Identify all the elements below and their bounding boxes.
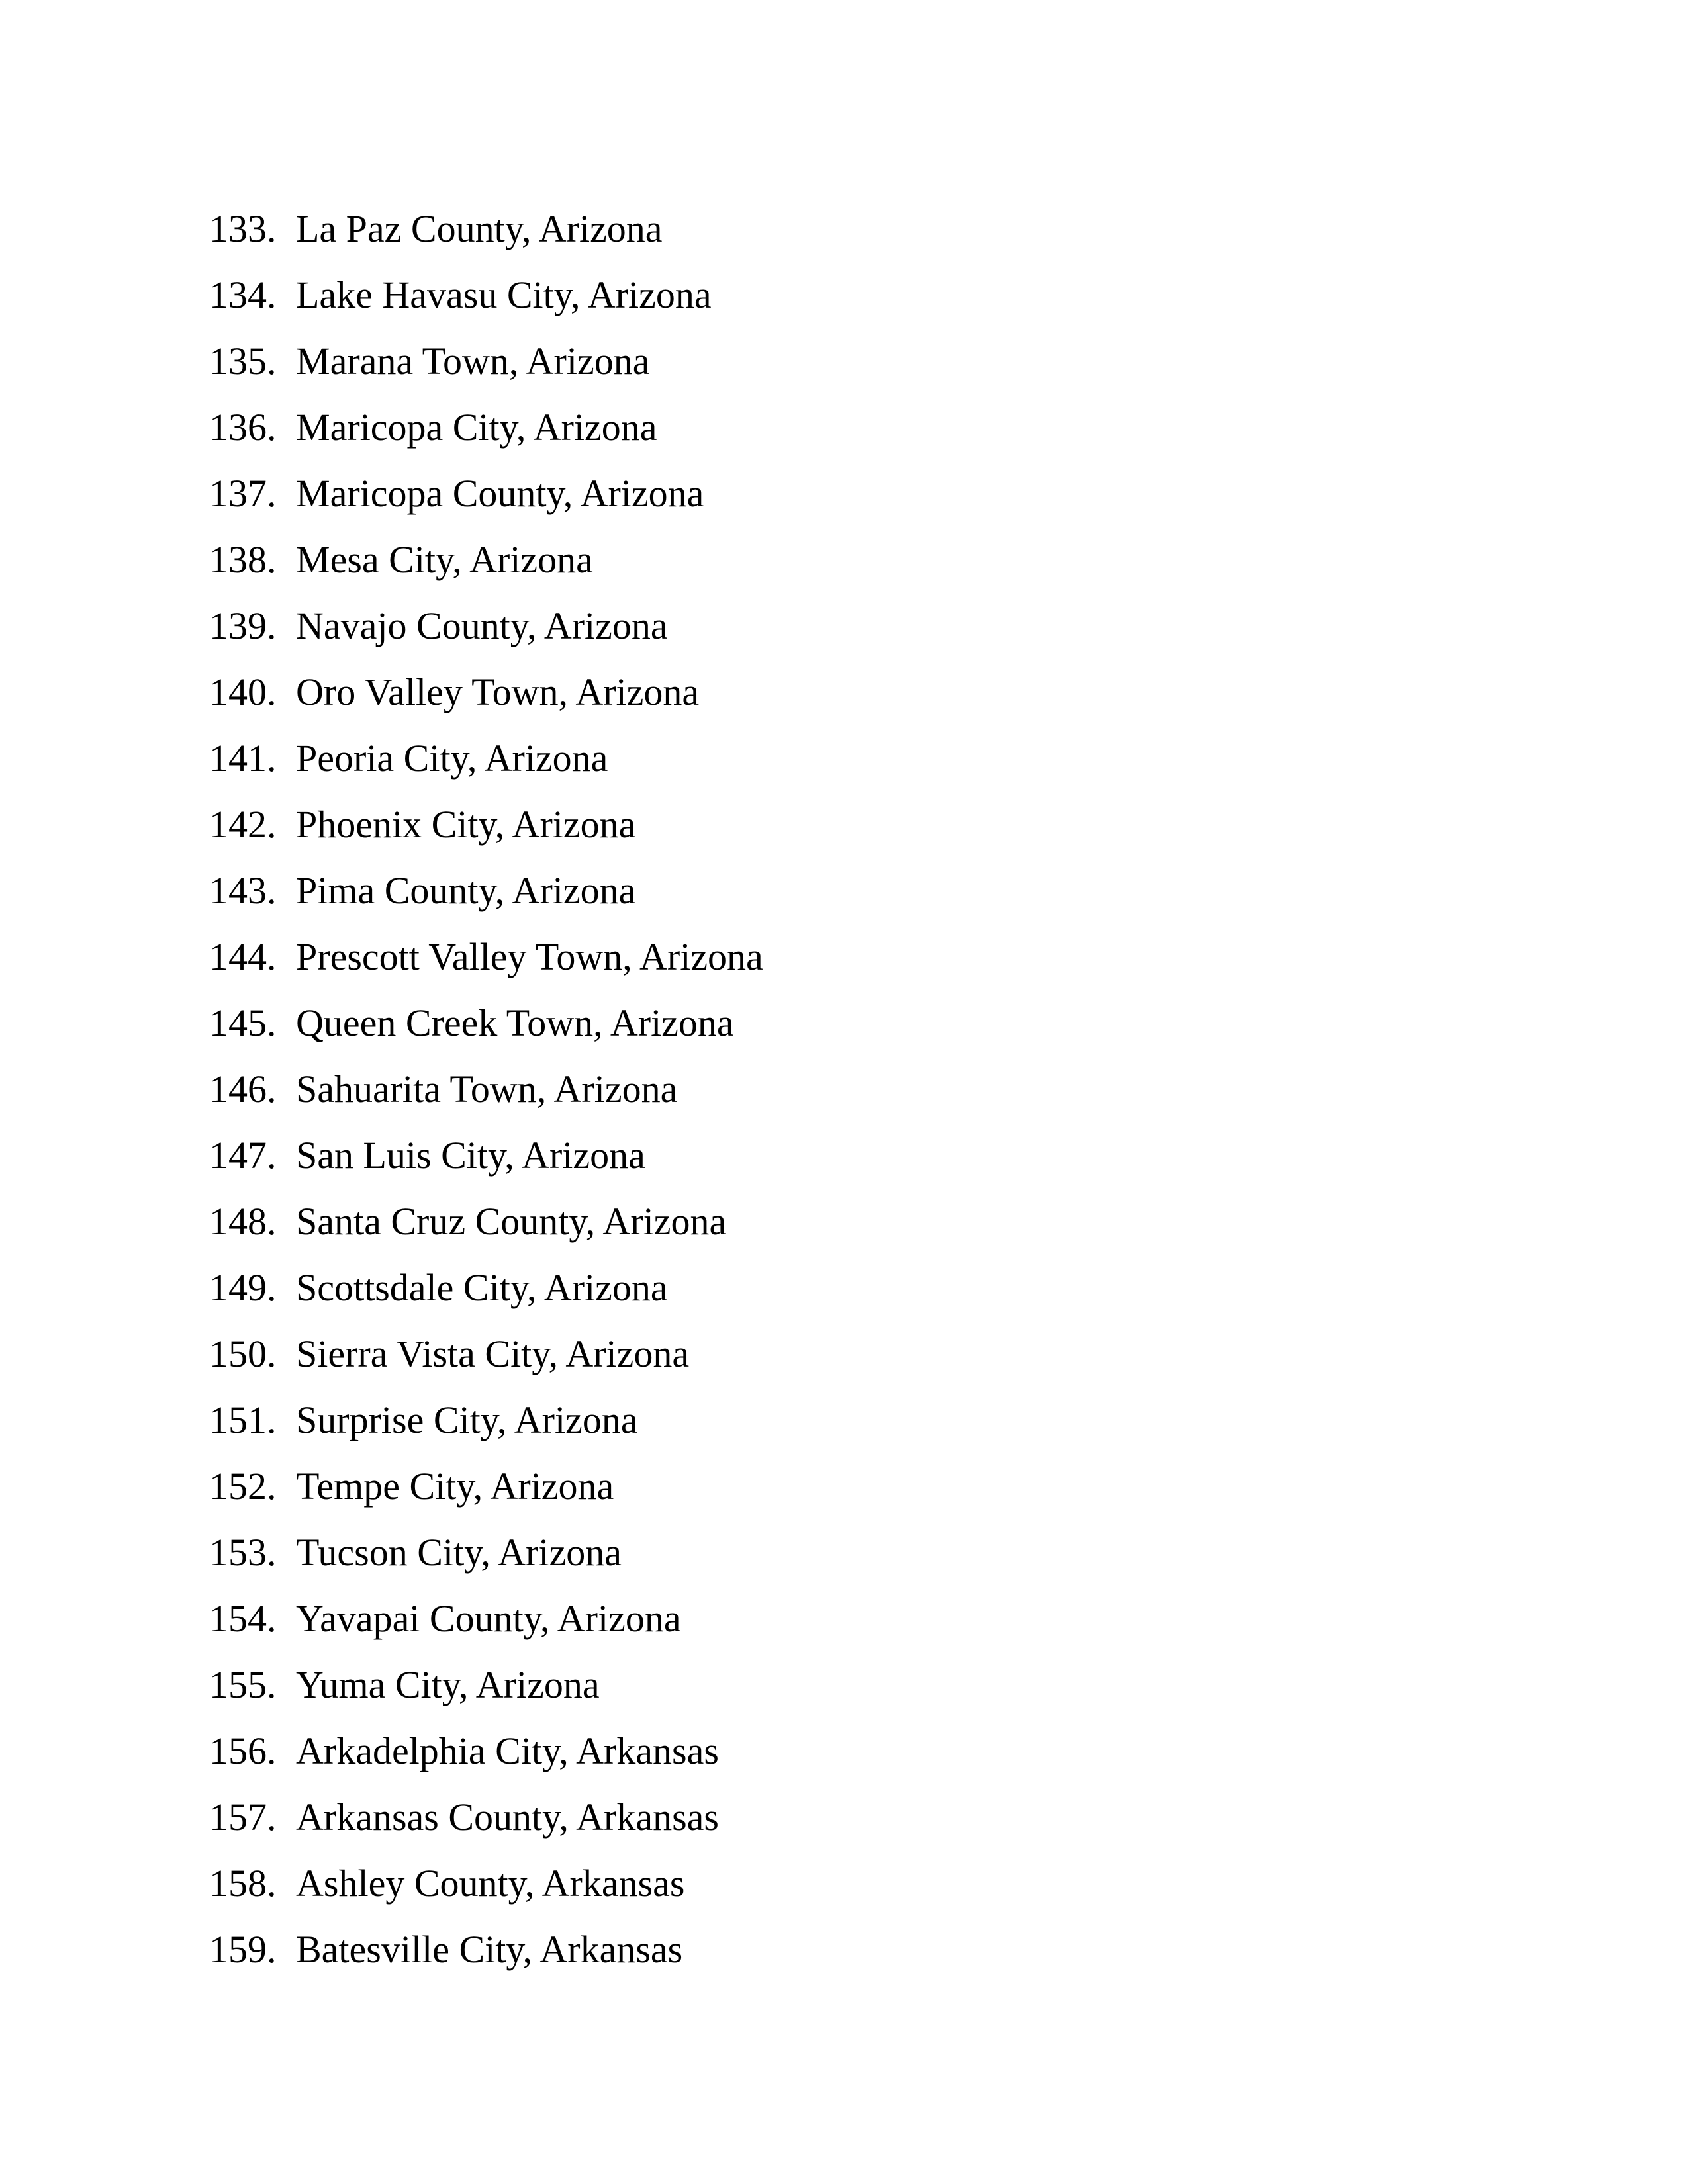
list-item-number: 149.	[209, 1265, 277, 1309]
list-item-number: 143.	[209, 868, 277, 912]
list-item-text: Lake Havasu City, Arizona	[296, 273, 712, 316]
list-item-text: Mesa City, Arizona	[296, 537, 593, 581]
list-item	[209, 725, 763, 791]
list-item	[209, 923, 763, 989]
list-item	[209, 857, 763, 923]
list-item	[209, 659, 763, 725]
list-item-text: Maricopa City, Arizona	[296, 405, 657, 449]
list-item-text: La Paz County, Arizona	[296, 206, 663, 250]
list-item-text: Marana Town, Arizona	[296, 339, 650, 383]
list-item-number: 147.	[209, 1133, 277, 1177]
list-item	[209, 1585, 763, 1651]
list-item-text: Santa Cruz County, Arizona	[296, 1199, 727, 1243]
list-item-number: 158.	[209, 1861, 277, 1905]
list-item-number: 151.	[209, 1398, 277, 1441]
list-item-text: Oro Valley Town, Arizona	[296, 670, 700, 713]
list-item-text: Navajo County, Arizona	[296, 604, 668, 647]
list-item-text: Surprise City, Arizona	[296, 1398, 638, 1441]
list-item-number: 139.	[209, 604, 277, 647]
list-item-number: 159.	[209, 1927, 277, 1971]
list-item-number: 155.	[209, 1662, 277, 1706]
list-item-text: Peoria City, Arizona	[296, 736, 608, 780]
list-item-number: 134.	[209, 273, 277, 316]
list-item-text: Sahuarita Town, Arizona	[296, 1067, 678, 1111]
list-item-text: Yavapai County, Arizona	[296, 1596, 681, 1640]
list-item-text: Prescott Valley Town, Arizona	[296, 934, 763, 978]
list-item	[209, 394, 763, 460]
list-item-text: Batesville City, Arkansas	[296, 1927, 683, 1971]
list-item	[209, 460, 763, 526]
list-item-number: 144.	[209, 934, 277, 978]
list-item	[209, 1453, 763, 1519]
list-item-number: 137.	[209, 471, 277, 515]
list-item-text: Sierra Vista City, Arizona	[296, 1332, 690, 1375]
list-item-number: 140.	[209, 670, 277, 713]
list-item	[209, 195, 763, 261]
list-item	[209, 1519, 763, 1585]
list-item-text: Scottsdale City, Arizona	[296, 1265, 668, 1309]
list-item	[209, 328, 763, 394]
list-item-number: 146.	[209, 1067, 277, 1111]
list-item-number: 156.	[209, 1729, 277, 1772]
list-item-number: 138.	[209, 537, 277, 581]
list-item-number: 152.	[209, 1464, 277, 1508]
list-item-text: San Luis City, Arizona	[296, 1133, 645, 1177]
list-item-text: Arkansas County, Arkansas	[296, 1795, 719, 1839]
list-item	[209, 592, 763, 659]
list-item-number: 157.	[209, 1795, 277, 1839]
list-item-number: 150.	[209, 1332, 277, 1375]
list-item-number: 148.	[209, 1199, 277, 1243]
list-item-number: 145.	[209, 1001, 277, 1044]
list-item	[209, 1320, 763, 1387]
list-item-text: Ashley County, Arkansas	[296, 1861, 685, 1905]
list-item	[209, 1254, 763, 1320]
list-item-number: 135.	[209, 339, 277, 383]
list-item-text: Yuma City, Arizona	[296, 1662, 600, 1706]
list-item	[209, 1122, 763, 1188]
list-item	[209, 1056, 763, 1122]
jurisdiction-list	[209, 195, 763, 1982]
list-item	[209, 989, 763, 1056]
list-item	[209, 526, 763, 592]
list-item-number: 133.	[209, 206, 277, 250]
list-item-number: 141.	[209, 736, 277, 780]
list-item-number: 142.	[209, 802, 277, 846]
list-item-text: Tucson City, Arizona	[296, 1530, 622, 1574]
list-item	[209, 1387, 763, 1453]
list-item-number: 136.	[209, 405, 277, 449]
list-item-text: Phoenix City, Arizona	[296, 802, 636, 846]
list-item-text: Arkadelphia City, Arkansas	[296, 1729, 719, 1772]
list-item	[209, 1916, 763, 1982]
list-item-text: Tempe City, Arizona	[296, 1464, 614, 1508]
list-item-number: 153.	[209, 1530, 277, 1574]
list-item-number: 154.	[209, 1596, 277, 1640]
list-item	[209, 791, 763, 857]
list-item	[209, 1784, 763, 1850]
list-item	[209, 261, 763, 328]
list-item-text: Pima County, Arizona	[296, 868, 636, 912]
list-item-text: Queen Creek Town, Arizona	[296, 1001, 734, 1044]
list-item	[209, 1717, 763, 1784]
list-item	[209, 1188, 763, 1254]
list-item	[209, 1651, 763, 1717]
list-item-text: Maricopa County, Arizona	[296, 471, 704, 515]
list-item	[209, 1850, 763, 1916]
